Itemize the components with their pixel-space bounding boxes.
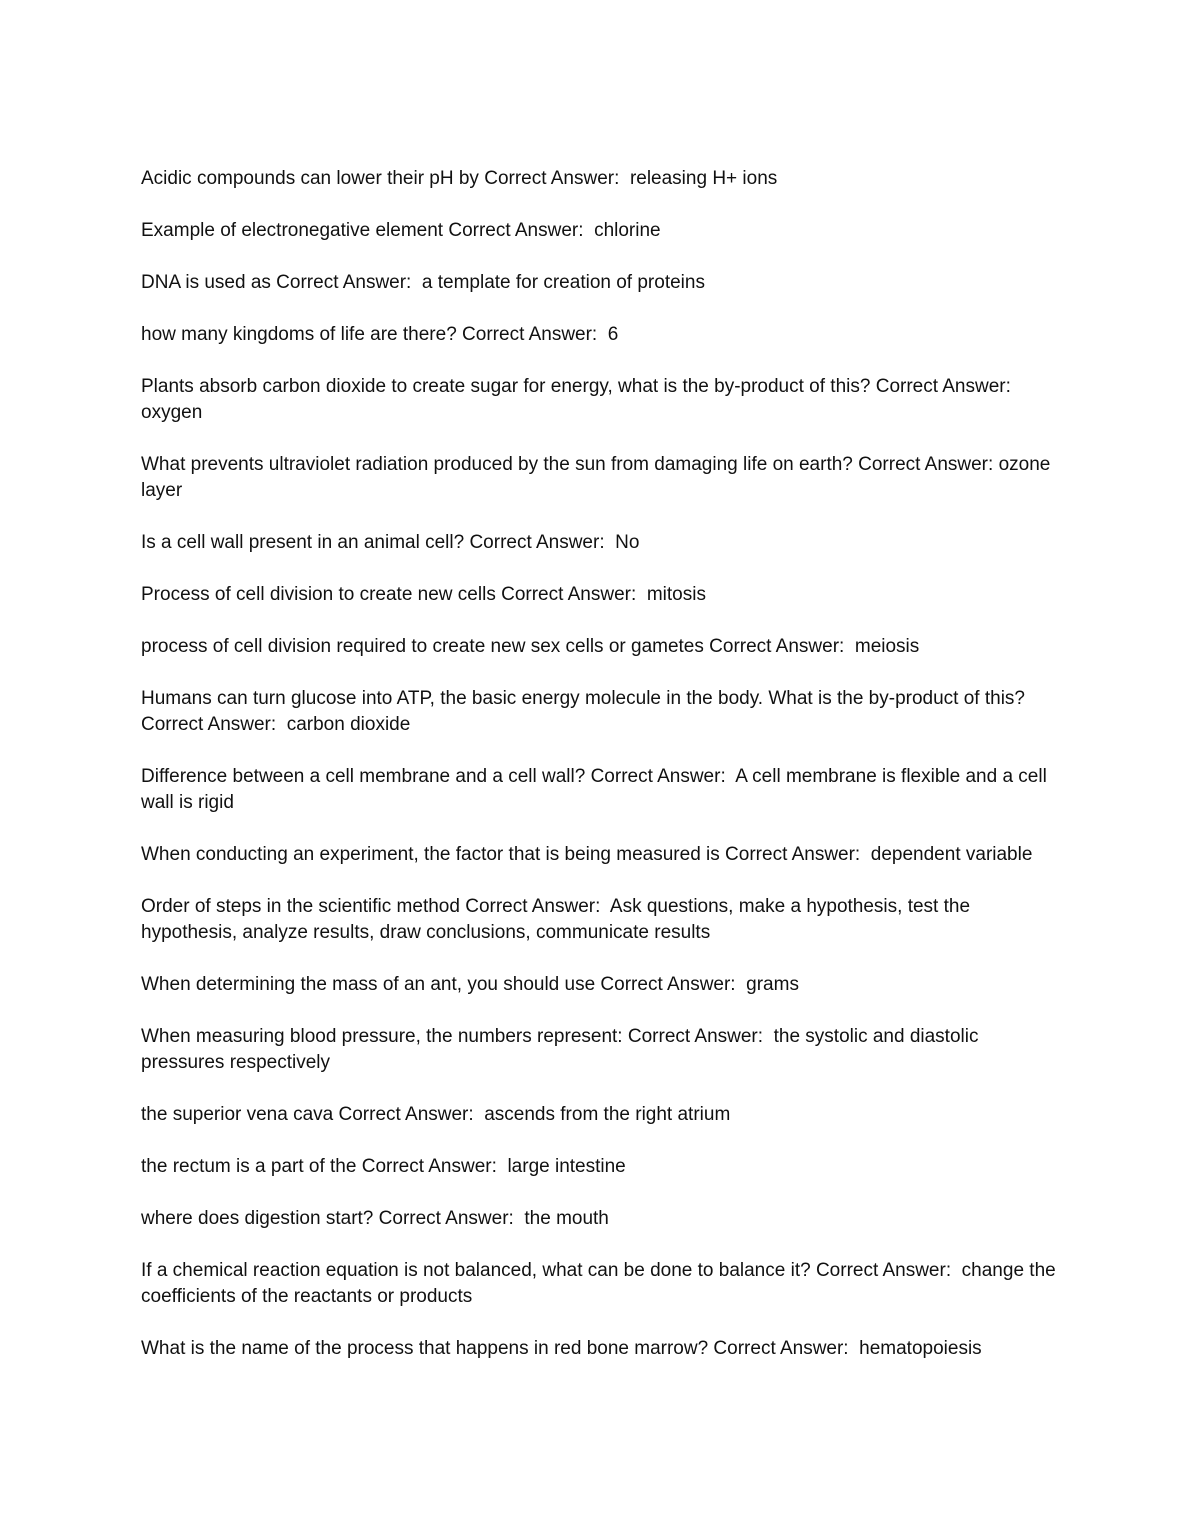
answer-text: chlorine [594, 220, 661, 241]
answer-label: Correct Answer: [708, 1338, 860, 1359]
question-text: process of cell division required to create new sex cells or gametes [141, 636, 704, 657]
qa-item [141, 1258, 1061, 1310]
answer-label: Correct Answer: [333, 1104, 485, 1125]
question-text: If a chemical reaction equation is not balanced, what can be done to balance it? [141, 1260, 811, 1281]
qa-item [141, 1024, 1056, 1076]
qa-item [141, 1336, 1056, 1362]
answer-text: oxygen [141, 402, 203, 423]
answer-text: meiosis [854, 636, 920, 657]
question-text: When conducting an experiment, the factor that is being measured is [141, 844, 720, 865]
question-text: the rectum is a part of the [141, 1156, 357, 1177]
qa-item [141, 1206, 1056, 1232]
question-text: Example of electronegative element [141, 220, 444, 241]
question-text: the superior vena cava [141, 1104, 334, 1125]
answer-label: Correct Answer: [443, 220, 595, 241]
answer-text: No [615, 532, 640, 553]
answer-text: the systolic and diastolic pressures respectively [141, 1026, 984, 1073]
answer-text: mitosis [646, 584, 706, 605]
answer-label: Correct Answer: [595, 974, 747, 995]
answer-label: Correct Answer: [459, 896, 610, 917]
answer-label: Correct Answer: [703, 636, 855, 657]
answer-text: releasing H+ ions [629, 168, 778, 189]
answer-label: Correct Answer: [622, 1026, 774, 1047]
qa-item [141, 842, 1056, 868]
question-text: DNA is used as [141, 272, 271, 293]
answer-label: Correct Answer: [810, 1260, 962, 1281]
qa-item [141, 166, 1056, 192]
answer-label: Correct Answer: [456, 324, 608, 345]
question-text: where does digestion start? [141, 1208, 374, 1229]
qa-item [141, 1102, 1056, 1128]
question-text: Plants absorb carbon dioxide to create sugar for energy, what is the by-product of this? [141, 376, 871, 397]
question-text: Humans can turn glucose into ATP, the basic energy molecule in the body. What is the by-product of this? [141, 688, 1025, 709]
answer-label: Correct Answer: [585, 766, 736, 787]
answer-text: ascends from the right atrium [484, 1104, 731, 1125]
answer-text: 6 [607, 324, 619, 345]
qa-item [141, 764, 1056, 816]
answer-text: a template for creation of proteins [421, 272, 705, 293]
answer-text: change the coefficients of the reactants or products [141, 1260, 1061, 1307]
answer-text: carbon dioxide [286, 714, 411, 735]
qa-item [141, 634, 1056, 660]
question-text: When measuring blood pressure, the numbers represent: [141, 1026, 623, 1047]
qa-list [141, 166, 1061, 1388]
answer-text: the mouth [524, 1208, 609, 1229]
qa-item [141, 270, 1056, 296]
answer-text: grams [746, 974, 799, 995]
answer-label: Correct Answer: [356, 1156, 508, 1177]
answer-label: Correct Answer: [870, 376, 1017, 397]
answer-text: large intestine [507, 1156, 626, 1177]
qa-item [141, 972, 1056, 998]
question-text: how many kingdoms of life are there? [141, 324, 457, 345]
qa-item [141, 686, 1056, 738]
question-text: What is the name of the process that happens in red bone marrow? [141, 1338, 709, 1359]
answer-label: Correct Answer: [495, 584, 647, 605]
question-text: Acidic compounds can lower their pH by [141, 168, 479, 189]
qa-item [141, 1154, 1056, 1180]
answer-text: dependent variable [870, 844, 1033, 865]
qa-item [141, 374, 1056, 426]
question-text: Order of steps in the scientific method [141, 896, 460, 917]
question-text: Process of cell division to create new cells [141, 584, 496, 605]
answer-label: Correct Answer: [373, 1208, 525, 1229]
answer-label: Correct Answer: [270, 272, 422, 293]
answer-label: Correct Answer: [478, 168, 630, 189]
qa-item [141, 452, 1056, 504]
answer-label: Correct Answer: [141, 688, 1031, 735]
question-text: Difference between a cell membrane and a cell wall? [141, 766, 586, 787]
answer-label: Correct Answer: [464, 532, 616, 553]
answer-text: hematopoiesis [859, 1338, 982, 1359]
question-text: What prevents ultraviolet radiation produced by the sun from damaging life on earth? [141, 454, 853, 475]
qa-item [141, 218, 1056, 244]
answer-text: ozone layer [141, 454, 1056, 501]
qa-item [141, 582, 1056, 608]
question-text: When determining the mass of an ant, you should use [141, 974, 596, 995]
qa-item [141, 530, 1056, 556]
answer-label: Correct Answer: [719, 844, 871, 865]
qa-item [141, 894, 1056, 946]
answer-text: Ask questions, make a hypothesis, test the hypothesis, analyze results, draw conclusions, communicate results [141, 896, 976, 943]
question-text: Is a cell wall present in an animal cell? [141, 532, 465, 553]
qa-item [141, 322, 1056, 348]
answer-label: Correct Answer: [852, 454, 999, 475]
answer-text: A cell membrane is flexible and a cell wall is rigid [141, 766, 1053, 813]
